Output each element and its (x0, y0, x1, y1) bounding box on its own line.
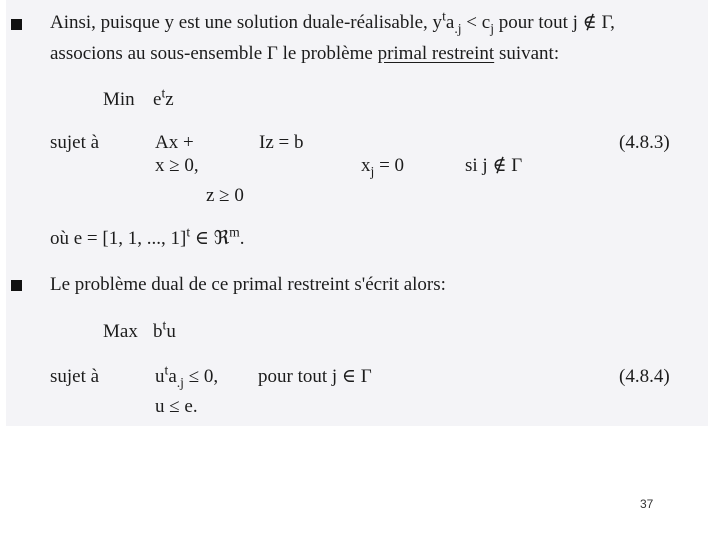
para1-line1: Ainsi, puisque y est une solution duale-réalisable, $y^ta_{.j} < c_j$ pour tout j ∉ Γ, (50, 8, 615, 36)
page-number: 37 (640, 497, 654, 511)
primal-constraint-z-nonneg: z ≥ 0 (206, 185, 244, 206)
dual-max-label: Max (103, 321, 138, 342)
dual-equation-number: (4.8.4) (619, 366, 670, 387)
primal-constraint-ax: Ax + (155, 132, 194, 153)
dual-objective: $b^tu$ (153, 317, 176, 342)
primal-restreint-underlined: primal restreint (377, 43, 495, 64)
dual-condition: pour tout j ∈ Γ (258, 366, 372, 387)
primal-constraint-xj: $x_j = 0$ (361, 155, 405, 179)
primal-condition: si j ∉ Γ (465, 155, 523, 176)
primal-constraint-iz: Iz = b (259, 132, 304, 153)
primal-objective: $e^tz$ (153, 85, 174, 110)
dual-constraint-uta: $u^ta_{.j} \le 0$, (155, 362, 219, 390)
dual-subject-label: sujet à (50, 366, 100, 387)
bullet-icon (11, 19, 22, 30)
primal-where-e: où e = [1, 1, ..., 1]$^t$ ∈ ℜ$^m$. (50, 224, 245, 249)
primal-subject-label: sujet à (50, 132, 100, 153)
primal-equation-number: (4.8.3) (619, 132, 670, 153)
para2-text: Le problème dual de ce primal restreint s'écrit alors: (50, 274, 446, 295)
primal-min-label: Min (103, 89, 135, 110)
dual-constraint-u-le-e: u ≤ e. (155, 396, 198, 417)
bullet-icon (11, 280, 22, 291)
para1-line2: associons au sous-ensemble Γ le problème primal restreint suivant: (50, 43, 560, 64)
primal-constraint-x-nonneg: x ≥ 0, (155, 155, 199, 176)
